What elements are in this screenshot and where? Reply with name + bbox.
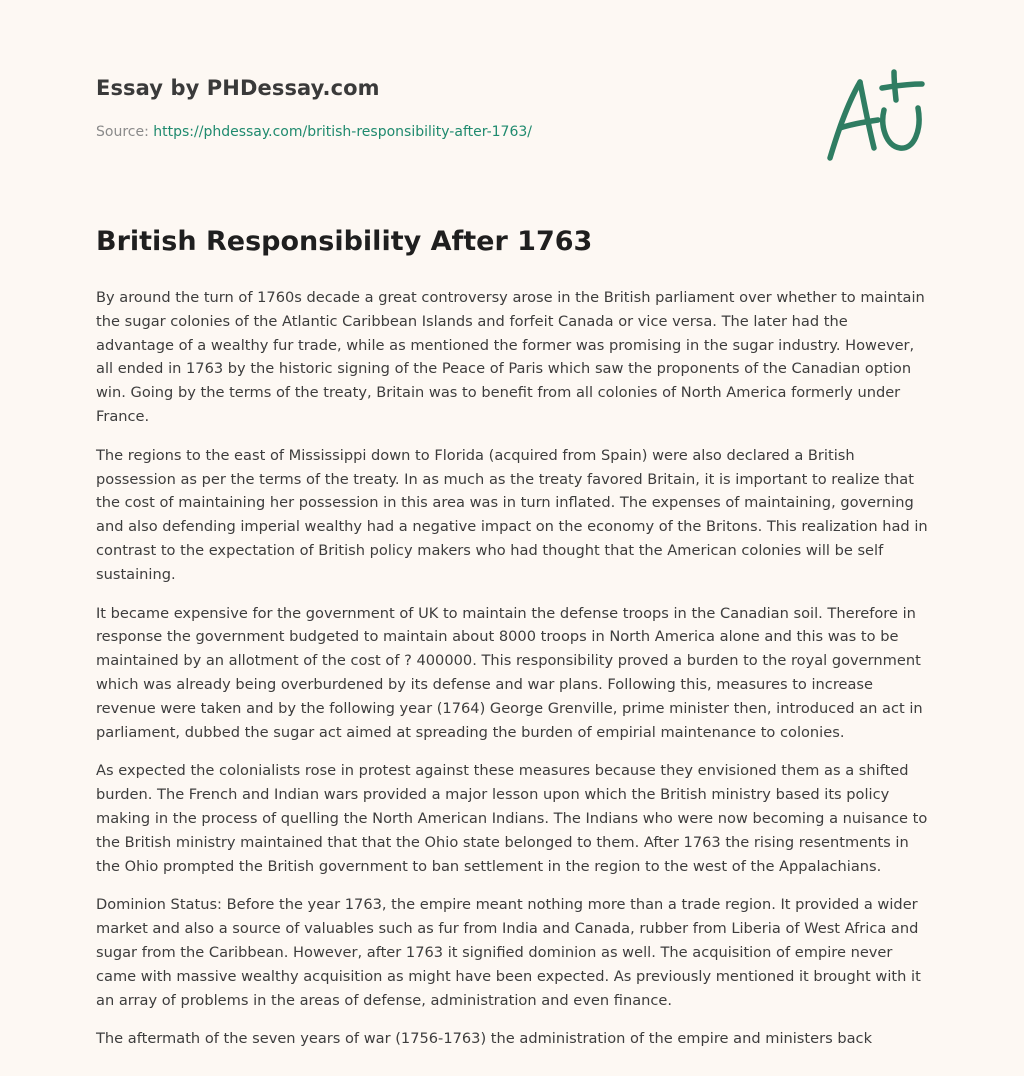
source-label: Source: bbox=[96, 124, 149, 140]
essay-paragraph: It became expensive for the government of UK to maintain the defense troops in the Canadian soil. Therefore in response the government budgeted to maintain about 8000 troops in North America alone and this was to be maintained by an allotment of the cost of ? 400000. This responsibility proved a burden to the royal government which was already being overburdened by its defense and war plans. Following this, measures to increase revenue were taken and by the following year (1764) George Grenville, prime minister then, introduced an act in parliament, dubbed the sugar act aimed at spreading the burden of empirial maintenance to colonies. bbox=[96, 604, 923, 741]
essay-title: British Responsibility After 1763 bbox=[96, 226, 593, 257]
essay-body bbox=[96, 286, 928, 1066]
essay-paragraph: Dominion Status: Before the year 1763, the empire meant nothing more than a trade region. It provided a wider market and also a source of valuables such as fur from India and Canada, rubber from Liberia of West Africa and sugar from the Caribbean. However, after 1763 it signified dominion as well. The acquisition of empire never came with massive wealthy acquisition as might have been expected. As previously mentioned it brought with it an array of problems in the areas of defense, administration and even finance. bbox=[96, 896, 921, 1009]
essay-paragraph: As expected the colonialists rose in protest against these measures because they envisioned them as a shifted burden. The French and Indian wars provided a major lesson upon which the British ministry based its policy making in the process of quelling the North American Indians. The Indians who were now becoming a nuisance to the British ministry maintained that that the Ohio state belonged to them. After 1763 the rising resentments in the Ohio prompted the British government to ban settlement in the region to the west of the Appalachians. bbox=[96, 762, 928, 875]
essay-paragraph: The aftermath of the seven years of war (1756-1763) the administration of the empire and ministers back bbox=[96, 1030, 873, 1048]
essay-paragraph: By around the turn of 1760s decade a great controversy arose in the British parliament over whether to maintain the sugar colonies of the Atlantic Caribbean Islands and forfeit Canada or vice versa. The later had the advantage of a wealthy fur trade, while as mentioned the former was promising in the sugar industry. However, all ended in 1763 by the historic signing of the Peace of Paris which saw the proponents of the Canadian option win. Going by the terms of the treaty, Britain was to benefit from all colonies of North America formerly under France. bbox=[96, 289, 925, 425]
a-plus-logo-icon bbox=[824, 68, 928, 164]
source-line bbox=[96, 124, 532, 140]
source-link[interactable]: https://phdessay.com/british-responsibility-after-1763/ bbox=[153, 124, 532, 140]
essay-paragraph: The regions to the east of Mississippi down to Florida (acquired from Spain) were also declared a British possession as per the terms of the treaty. In as much as the treaty favored Britain, it is important to realize that the cost of maintaining her possession in this area was in turn inflated. The expenses of maintaining, governing and also defending imperial wealthy had a negative impact on the economy of the Britons. This realization had in contrast to the expectation of British policy makers who had thought that the American colonies will be self sustaining. bbox=[96, 446, 928, 583]
site-brand: Essay by PHDessay.com bbox=[96, 76, 380, 100]
